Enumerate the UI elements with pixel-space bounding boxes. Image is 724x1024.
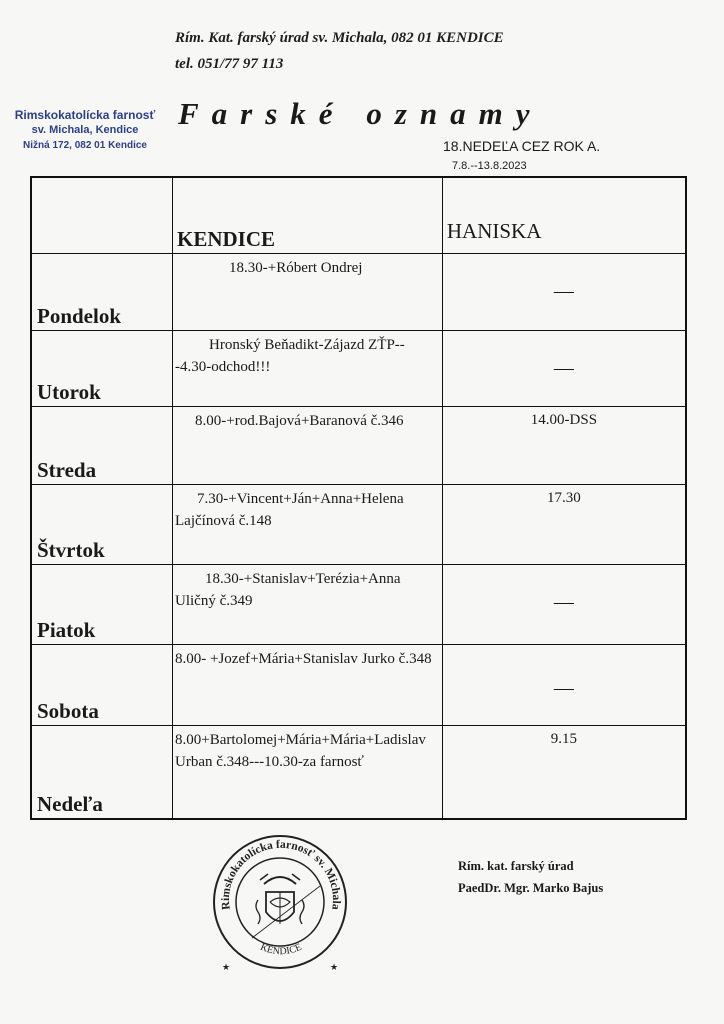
signer-name: PaedDr. Mgr. Marko Bajus — [458, 881, 604, 895]
kendice-entry: 8.00+Bartolomej+Mária+Mária+Ladislav Urban č.348---10.30-za farnosť — [175, 731, 426, 770]
haniska-cell — [442, 564, 686, 644]
day-cell — [31, 564, 173, 644]
table-header-row — [31, 177, 686, 253]
table-row — [31, 725, 686, 819]
table-row — [31, 484, 686, 564]
date-range: 7.8.--13.8.2023 — [452, 160, 527, 172]
parish-phone: tel. 051/77 97 113 — [175, 56, 284, 72]
stamp-line-3: Nižná 172, 082 01 Kendice — [23, 140, 147, 151]
signature-block — [458, 855, 603, 899]
haniska-entry: — — [553, 676, 574, 699]
haniska-cell — [442, 330, 686, 406]
table-row — [31, 406, 686, 484]
kendice-cell — [173, 644, 443, 725]
kendice-cell — [173, 564, 443, 644]
haniska-entry: — — [553, 279, 574, 302]
haniska-cell — [442, 725, 686, 819]
table-row — [31, 253, 686, 330]
day-label: Nedeľa — [37, 792, 103, 816]
day-label: Utorok — [37, 379, 101, 404]
day-cell — [31, 725, 173, 819]
haniska-entry: — — [553, 590, 574, 613]
kendice-cell — [173, 484, 443, 564]
header-empty-cell — [31, 177, 173, 253]
day-label: Štvrtok — [37, 537, 105, 562]
day-cell — [31, 484, 173, 564]
parish-address: Rím. Kat. farský úrad sv. Michala, 082 01 KENDICE — [175, 30, 504, 46]
column-header-haniska-label: HANISKA — [446, 219, 542, 243]
svg-text:★: ★ — [330, 962, 339, 972]
stamp-line-2: sv. Michala, Kendice — [31, 124, 139, 136]
kendice-entry: Hronský Beňadikt-Zájazd ZŤP---4.30-odchod!!! — [175, 336, 405, 375]
page-title: Farské oznamy — [178, 96, 543, 131]
day-label: Pondelok — [37, 303, 122, 328]
day-cell — [31, 253, 173, 330]
column-header-kendice-label: KENDICE — [177, 226, 276, 251]
table-row — [31, 330, 686, 406]
kendice-cell — [173, 725, 443, 819]
haniska-cell — [442, 406, 686, 484]
kendice-cell — [173, 253, 443, 330]
svg-text:★: ★ — [222, 962, 231, 972]
parish-stamp-text — [10, 108, 160, 153]
kendice-entry: 7.30-+Vincent+Ján+Anna+Helena Lajčínová č.148 — [175, 490, 404, 529]
haniska-entry: 14.00-DSS — [530, 411, 598, 428]
kendice-entry: 18.30-+Róbert Ondrej — [229, 259, 363, 276]
haniska-entry: 17.30 — [547, 489, 581, 506]
kendice-cell — [173, 330, 443, 406]
seal-bottom-text: KENDICE — [258, 941, 304, 958]
day-cell — [31, 330, 173, 406]
haniska-entry: — — [553, 356, 574, 379]
kendice-entry: 18.30-+Stanislav+Terézia+Anna Uličný č.349 — [175, 570, 401, 609]
day-label: Streda — [37, 457, 97, 482]
mass-schedule-table — [30, 176, 687, 820]
table-row — [31, 644, 686, 725]
table-row — [31, 564, 686, 644]
stamp-line-1: Rimskokatolícka farnosť — [14, 108, 156, 122]
day-label: Sobota — [37, 698, 99, 723]
parish-seal-icon — [208, 830, 353, 975]
day-cell — [31, 644, 173, 725]
kendice-entry: 8.00-+rod.Bajová+Baranová č.346 — [195, 412, 404, 429]
signer-office: Rím. kat. farský úrad — [458, 859, 574, 873]
day-cell — [31, 406, 173, 484]
haniska-entry: 9.15 — [550, 730, 578, 747]
kendice-entry: 8.00- +Jozef+Mária+Stanislav Jurko č.348 — [175, 650, 432, 667]
column-header-kendice — [173, 177, 443, 253]
haniska-cell — [442, 484, 686, 564]
haniska-cell — [442, 253, 686, 330]
haniska-cell — [442, 644, 686, 725]
kendice-cell — [173, 406, 443, 484]
column-header-haniska — [442, 177, 686, 253]
day-label: Piatok — [37, 617, 96, 642]
liturgical-sunday: 18.NEDEĽA CEZ ROK A. — [443, 138, 601, 154]
seal-ring-text: Rimskokatolícka farnosť sv. Michala — [219, 838, 343, 911]
